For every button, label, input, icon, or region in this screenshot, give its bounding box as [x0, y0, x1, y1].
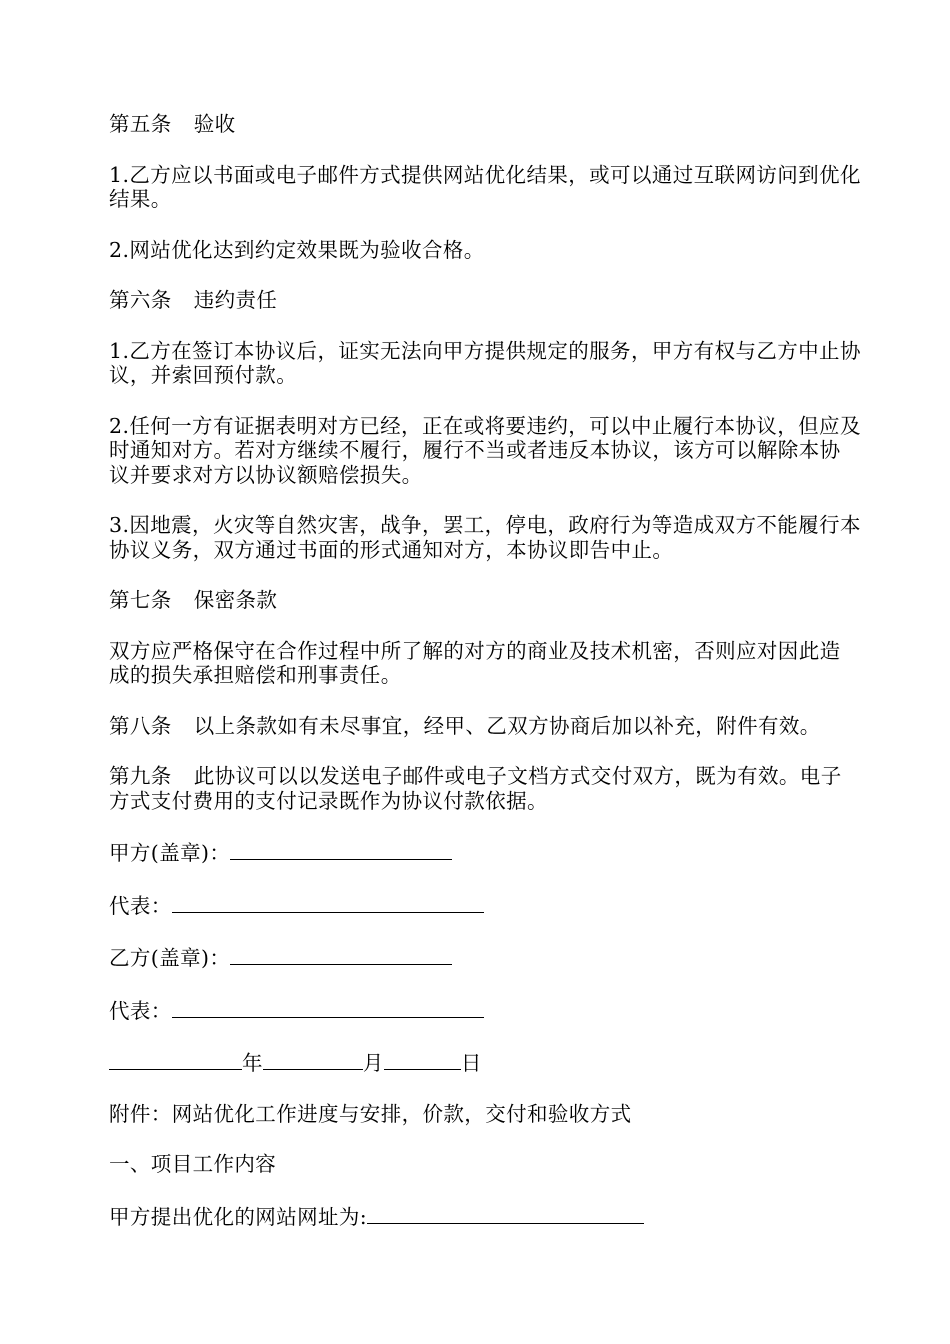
article-5-heading	[109, 112, 861, 137]
article-9	[109, 764, 861, 813]
article-8	[109, 714, 861, 739]
party-b-seal-line	[109, 944, 861, 971]
article-number: 第九条	[109, 764, 172, 788]
day-label: 日	[460, 1051, 482, 1075]
article-5-clause-2: 2.网站优化达到约定效果既为验收合格。	[109, 237, 485, 262]
article-text: 此协议可以以发送电子邮件或电子文档方式交付双方，既为有效。电子方式支付费用的支付记录既作为协议付款依据。	[109, 764, 842, 813]
article-title: 保密条款	[193, 588, 278, 612]
party-b-blank[interactable]	[230, 944, 452, 965]
website-url-blank[interactable]	[367, 1203, 644, 1224]
year-label: 年	[242, 1051, 263, 1075]
appendix-title: 附件：网站优化工作进度与安排，价款，交付和验收方式	[109, 1101, 632, 1126]
article-7-heading	[109, 588, 861, 613]
party-a-label: 甲方(盖章)：	[109, 841, 231, 865]
party-a-rep-line	[109, 892, 861, 919]
article-number: 第七条	[109, 588, 172, 612]
article-6-clause-2: 2.任何一方有证据表明对方已经，正在或将要违约，可以中止履行本协议，但应及时通知对方。若对方继续不履行，履行不当或者违反本协议，该方可以解除本协议并要求对方以协议额赔偿损失。	[109, 413, 861, 487]
appendix-section-1: 一、项目工作内容	[109, 1152, 277, 1176]
rep-a-label: 代表：	[109, 893, 172, 918]
article-5-clause-1: 1.乙方应以书面或电子邮件方式提供网站优化结果，或可以通过互联网访问到优化结果。	[109, 162, 861, 211]
rep-a-blank[interactable]	[172, 892, 484, 913]
month-blank[interactable]	[263, 1049, 363, 1070]
party-b-label: 乙方(盖章)：	[109, 946, 231, 970]
rep-b-label: 代表：	[109, 998, 172, 1023]
article-6-heading	[109, 288, 861, 313]
party-a-blank[interactable]	[230, 839, 452, 860]
article-number: 第五条	[109, 112, 172, 136]
website-url-label: 甲方提出优化的网站网址为:	[109, 1204, 368, 1229]
article-number: 第六条	[109, 288, 172, 312]
article-number: 第八条	[109, 713, 172, 738]
article-text: 以上条款如有未尽事宜，经甲、乙双方协商后加以补充，附件有效。	[193, 713, 821, 738]
website-url-line	[109, 1203, 861, 1230]
year-blank[interactable]	[109, 1049, 242, 1070]
rep-b-blank[interactable]	[172, 997, 484, 1018]
article-7-clause-1: 双方应严格保守在合作过程中所了解的对方的商业及技术机密，否则应对因此造成的损失承担赔偿和刑事责任。	[109, 638, 841, 687]
article-title: 验收	[193, 112, 236, 136]
article-6-clause-1: 1.乙方在签订本协议后，证实无法向甲方提供规定的服务，甲方有权与乙方中止协议，并索回预付款。	[109, 338, 861, 387]
article-6-clause-3: 3.因地震，火灾等自然灾害，战争，罢工，停电，政府行为等造成双方不能履行本协议义务，双方通过书面的形式通知对方，本协议即告中止。	[109, 513, 861, 562]
date-line	[109, 1049, 861, 1076]
document-page	[109, 112, 861, 1255]
day-blank[interactable]	[384, 1049, 461, 1070]
month-label: 月	[362, 1051, 384, 1075]
party-a-seal-line	[109, 839, 861, 866]
party-b-rep-line	[109, 997, 861, 1024]
article-title: 违约责任	[193, 288, 278, 312]
